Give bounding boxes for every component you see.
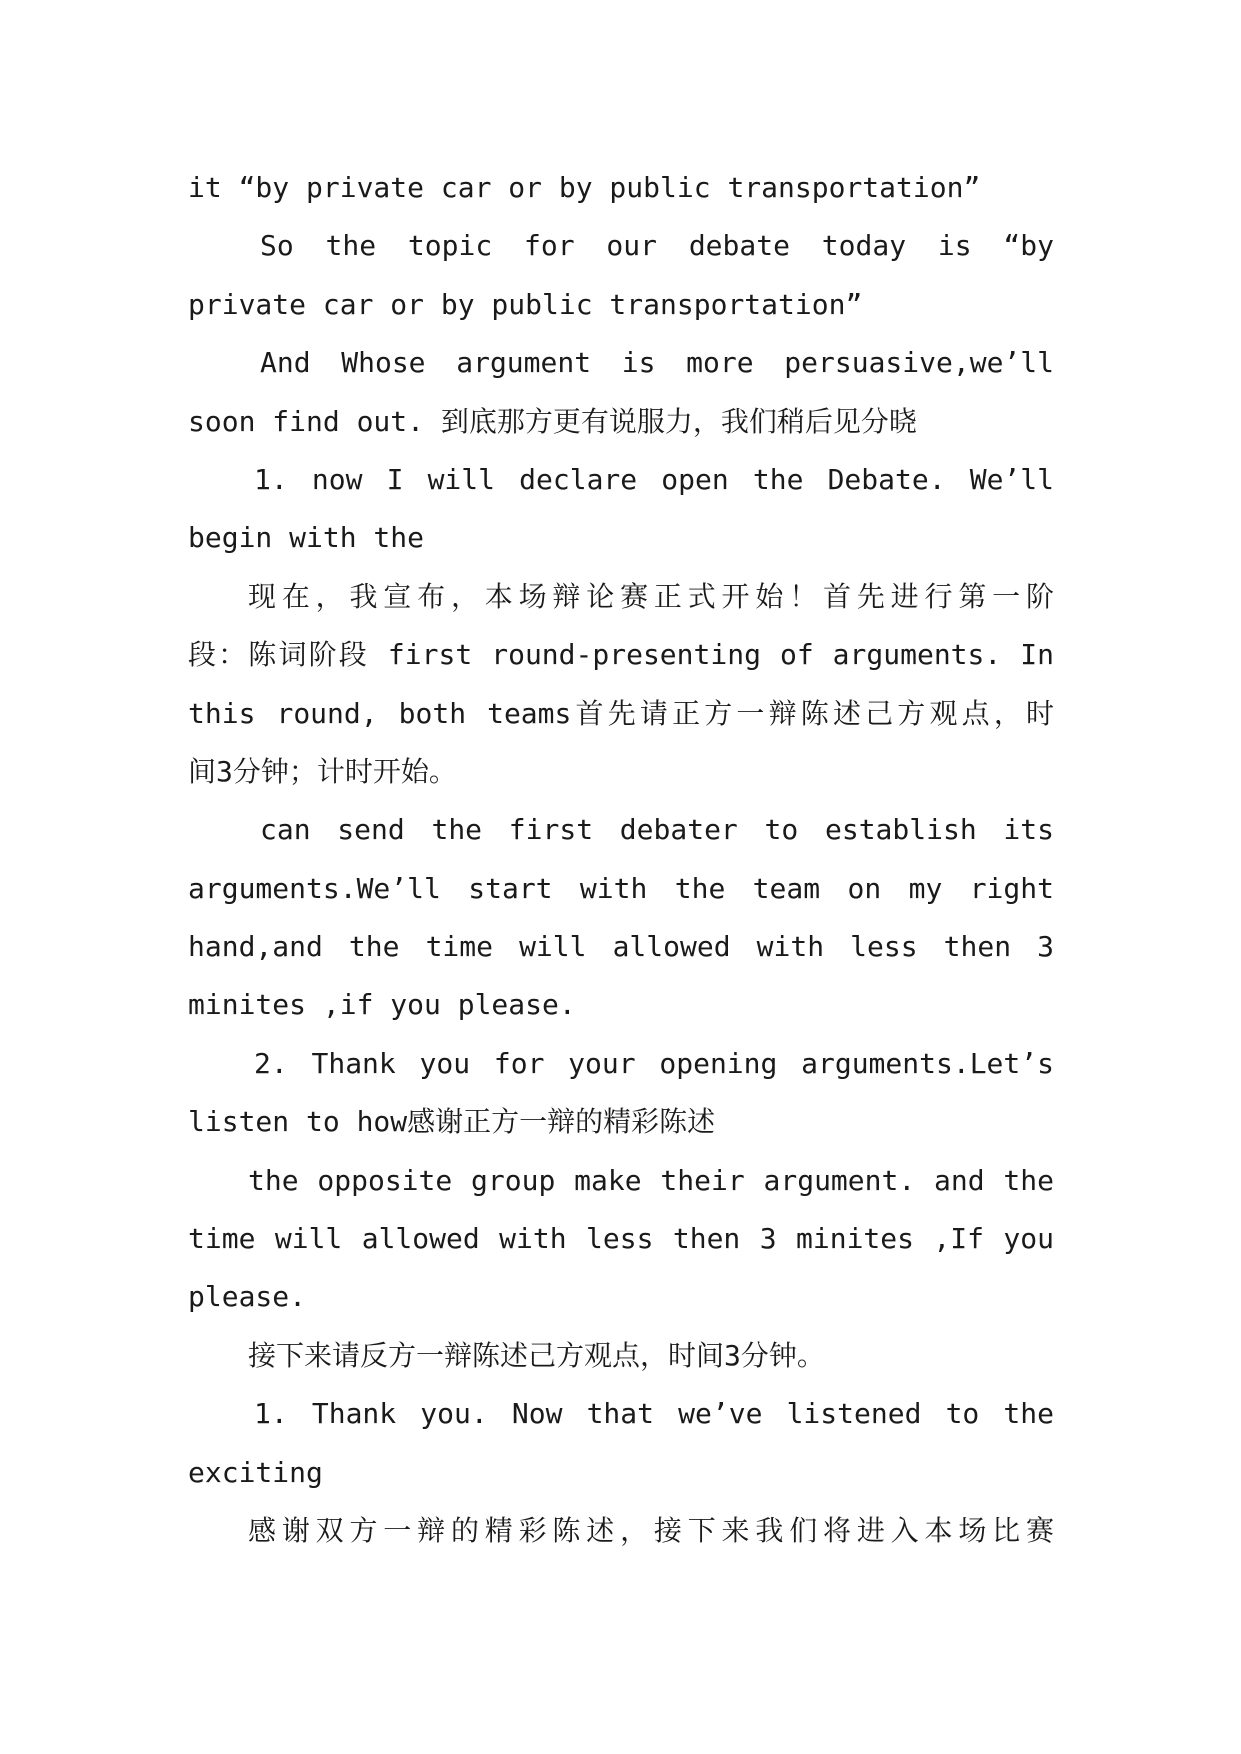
text-line: this round, both teams首先请正方一辩陈述己方观点，时 xyxy=(188,696,1054,730)
text-line: 1. now I will declare open the Debate. We’ll xyxy=(254,462,1054,496)
text-line: listen to how感谢正方一辩的精彩陈述 xyxy=(188,1105,716,1139)
text-line: the opposite group make their argument. and the xyxy=(248,1163,1054,1197)
text-line: can send the first debater to establish its xyxy=(260,813,1054,847)
text-line: 1. Thank you. Now that we’ve listened to the xyxy=(254,1397,1054,1431)
text-line: please. xyxy=(188,1280,307,1314)
text-line: soon find out. 到底那方更有说服力，我们稍后见分晓 xyxy=(188,404,917,438)
document-body xyxy=(188,159,1054,1560)
text-line: 现在，我宣布，本场辩论赛正式开始！首先进行第一阶 xyxy=(248,579,1054,613)
text-line: 段：陈词阶段 first round-presenting of arguments. In xyxy=(188,638,1054,672)
text-line: And Whose argument is more persuasive,we’ll xyxy=(260,346,1054,380)
text-line: private car or by public transportation” xyxy=(188,287,863,321)
text-line: time will allowed with less then 3 minites ,If you xyxy=(188,1222,1054,1256)
text-line: 接下来请反方一辩陈述己方观点，时间3分钟。 xyxy=(248,1338,825,1372)
text-line: 感谢双方一辩的精彩陈述，接下来我们将进入本场比赛 xyxy=(248,1513,1054,1547)
text-line: minites ,if you please. xyxy=(188,988,576,1022)
text-line: begin with the xyxy=(188,521,425,555)
text-line: 间3分钟；计时开始。 xyxy=(188,754,457,788)
text-line: So the topic for our debate today is “by xyxy=(260,229,1054,263)
text-line: exciting xyxy=(188,1455,323,1489)
text-line: 2. Thank you for your opening arguments.Let’s xyxy=(254,1046,1054,1080)
text-line: hand,and the time will allowed with less then 3 xyxy=(188,930,1054,964)
text-line: it “by private car or by public transportation” xyxy=(188,171,981,204)
text-line: arguments.We’ll start with the team on my right xyxy=(188,871,1054,905)
